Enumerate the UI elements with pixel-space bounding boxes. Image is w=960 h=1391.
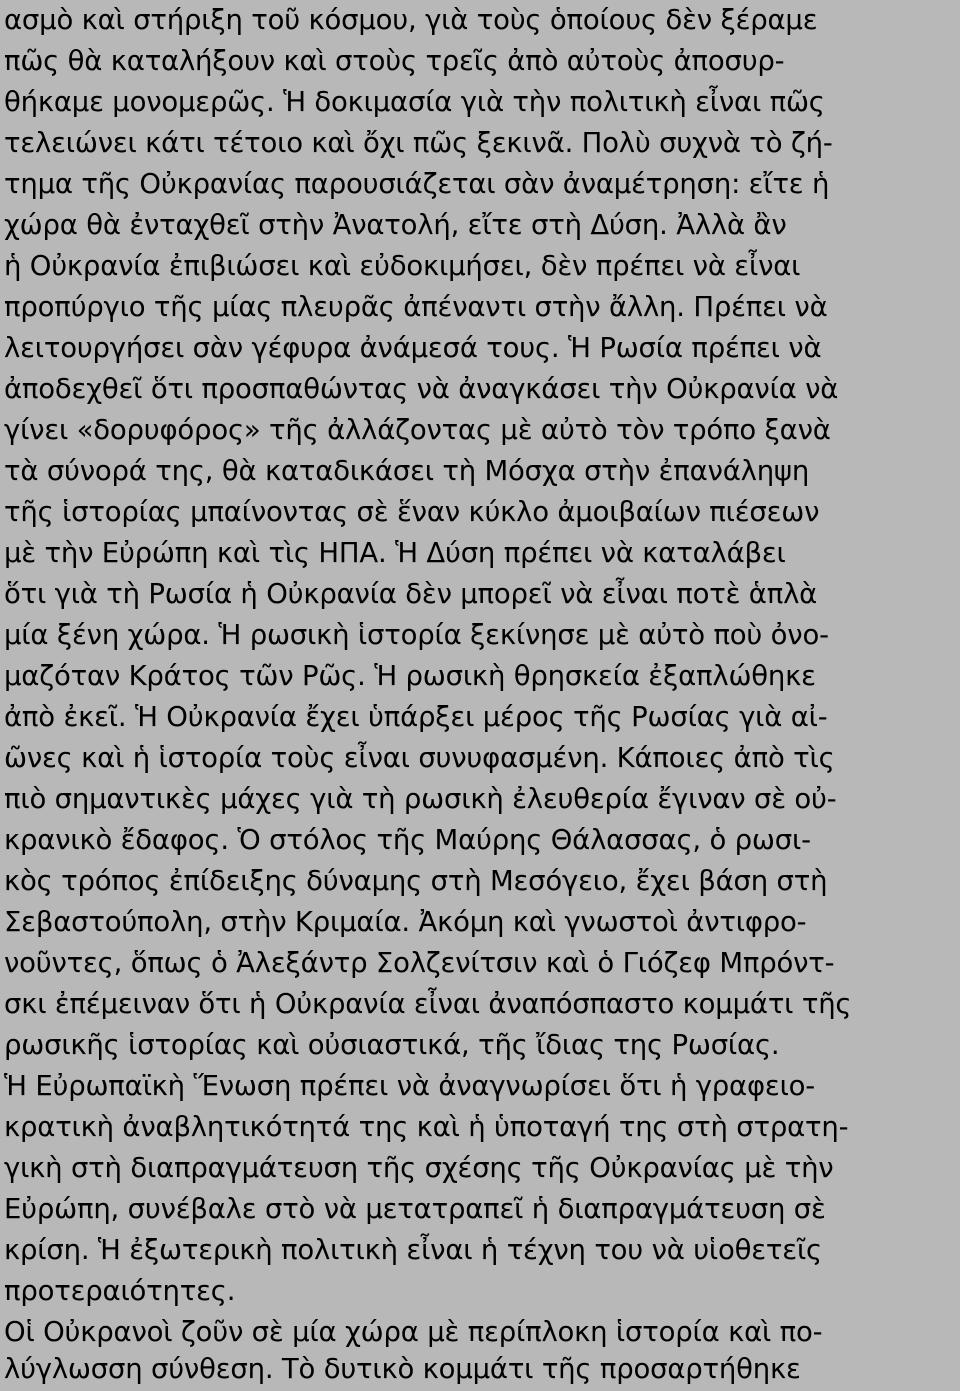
- text-line: πῶς θὰ καταλήξουν καὶ στοὺς τρεῖς ἀπὸ αὐτοὺς ἀποσυρ-: [4, 45, 785, 77]
- text-line: προτεραιότητες.: [4, 1275, 236, 1307]
- text-line: θήκαμε μονομερῶς. Ἡ δοκιμασία γιὰ τὴν πολιτικὴ εἶναι πῶς: [4, 86, 825, 118]
- text-line: μαζόταν Κράτος τῶν Ρῶς. Ἡ ρωσικὴ θρησκεία ἐξαπλώθηκε: [4, 660, 816, 692]
- text-line: λύγλωσση σύνθεση. Τὸ δυτικὸ κομμάτι τῆς προσαρτήθηκε: [4, 1353, 801, 1385]
- text-line: τελειώνει κάτι τέτοιο καὶ ὄχι πῶς ξεκινᾶ. Πολὺ συχνὰ τὸ ζή-: [4, 127, 833, 159]
- text-line: ἀπὸ ἐκεῖ. Ἡ Οὐκρανία ἔχει ὑπάρξει μέρος τῆς Ρωσίας γιὰ αἰ-: [4, 701, 828, 733]
- text-line: μία ξένη χώρα. Ἡ ρωσικὴ ἱστορία ξεκίνησε μὲ αὐτὸ ποὺ ὀνο-: [4, 619, 829, 651]
- text-line: λειτουργήσει σὰν γέφυρα ἀνάμεσά τους. Ἡ Ρωσία πρέπει νὰ: [4, 332, 822, 364]
- text-line: Εὐρώπη, συνέβαλε στὸ νὰ μετατραπεῖ ἡ διαπραγμάτευση σὲ: [4, 1193, 826, 1225]
- text-line: κρίση. Ἡ ἐξωτερικὴ πολιτικὴ εἶναι ἡ τέχνη του νὰ υἱοθετεῖς: [4, 1234, 822, 1266]
- text-line: κὸς τρόπος ἐπίδειξης δύναμης στὴ Μεσόγειο, ἔχει βάση στὴ: [4, 865, 828, 897]
- text-line: σκι ἐπέμειναν ὅτι ἡ Οὐκρανία εἶναι ἀναπόσπαστο κομμάτι τῆς: [4, 988, 852, 1020]
- text-line: γίνει «δορυφόρος» τῆς ἀλλάζοντας μὲ αὐτὸ τὸν τρόπο ξανὰ: [4, 414, 831, 446]
- text-line: ἀποδεχθεῖ ὅτι προσπαθώντας νὰ ἀναγκάσει τὴν Οὐκρανία νὰ: [4, 373, 839, 405]
- text-line: ρωσικῆς ἱστορίας καὶ οὐσιαστικά, τῆς ἴδιας της Ρωσίας.: [4, 1029, 780, 1061]
- text-line: ασμὸ καὶ στήριξη τοῦ κόσμου, γιὰ τοὺς ὁποίους δὲν ξέραμε: [4, 4, 818, 36]
- text-line: ἡ Οὐκρανία ἐπιβιώσει καὶ εὐδοκιμήσει, δὲν πρέπει νὰ εἶναι: [4, 250, 801, 282]
- text-line: πιὸ σημαντικὲς μάχες γιὰ τὴ ρωσικὴ ἐλευθερία ἔγιναν σὲ οὐ-: [4, 783, 837, 815]
- text-line: κρατικὴ ἀναβλητικότητά της καὶ ἡ ὑποταγή της στὴ στρατη-: [4, 1111, 849, 1143]
- text-line: τὰ σύνορά της, θὰ καταδικάσει τὴ Μόσχα στὴν ἐπανάληψη: [4, 455, 810, 487]
- text-line: χώρα θὰ ἐνταχθεῖ στὴν Ἀνατολή, εἴτε στὴ Δύση. Ἀλλὰ ἂν: [4, 209, 787, 241]
- text-line: προπύργιο τῆς μίας πλευρᾶς ἀπέναντι στὴν ἄλλη. Πρέπει νὰ: [4, 291, 828, 323]
- text-line: τῆς ἱστορίας μπαίνοντας σὲ ἕναν κύκλο ἀμοιβαίων πιέσεων: [4, 496, 820, 528]
- text-line: τημα τῆς Οὐκρανίας παρουσιάζεται σὰν ἀναμέτρηση: εἴτε ἡ: [4, 168, 830, 200]
- text-line: μὲ τὴν Εὐρώπη καὶ τὶς ΗΠΑ. Ἡ Δύση πρέπει νὰ καταλάβει: [4, 537, 786, 569]
- text-line: γικὴ στὴ διαπραγμάτευση τῆς σχέσης τῆς Οὐκρανίας μὲ τὴν: [4, 1152, 834, 1184]
- text-line: Ἡ Εὐρωπαϊκὴ Ἕνωση πρέπει νὰ ἀναγνωρίσει ὅτι ἡ γραφειο-: [4, 1070, 816, 1102]
- text-line: κρανικὸ ἔδαφος. Ὁ στόλος τῆς Μαύρης Θάλασσας, ὁ ρωσι-: [4, 824, 811, 856]
- text-line: νοῦντες, ὅπως ὁ Ἀλεξάντρ Σολζενίτσιν καὶ ὁ Γιόζεφ Μπρόντ-: [4, 947, 835, 979]
- text-line: Οἱ Οὐκρανοὶ ζοῦν σὲ μία χώρα μὲ περίπλοκη ἱστορία καὶ πο-: [4, 1316, 823, 1348]
- text-line: Σεβαστούπολη, στὴν Κριμαία. Ἀκόμη καὶ γνωστοὶ ἀντιφρο-: [4, 906, 807, 938]
- text-line: ὅτι γιὰ τὴ Ρωσία ἡ Οὐκρανία δὲν μπορεῖ νὰ εἶναι ποτὲ ἁπλὰ: [4, 578, 818, 610]
- text-line: ῶνες καὶ ἡ ἱστορία τοὺς εἶναι συνυφασμένη. Κάποιες ἀπὸ τὶς: [4, 742, 835, 774]
